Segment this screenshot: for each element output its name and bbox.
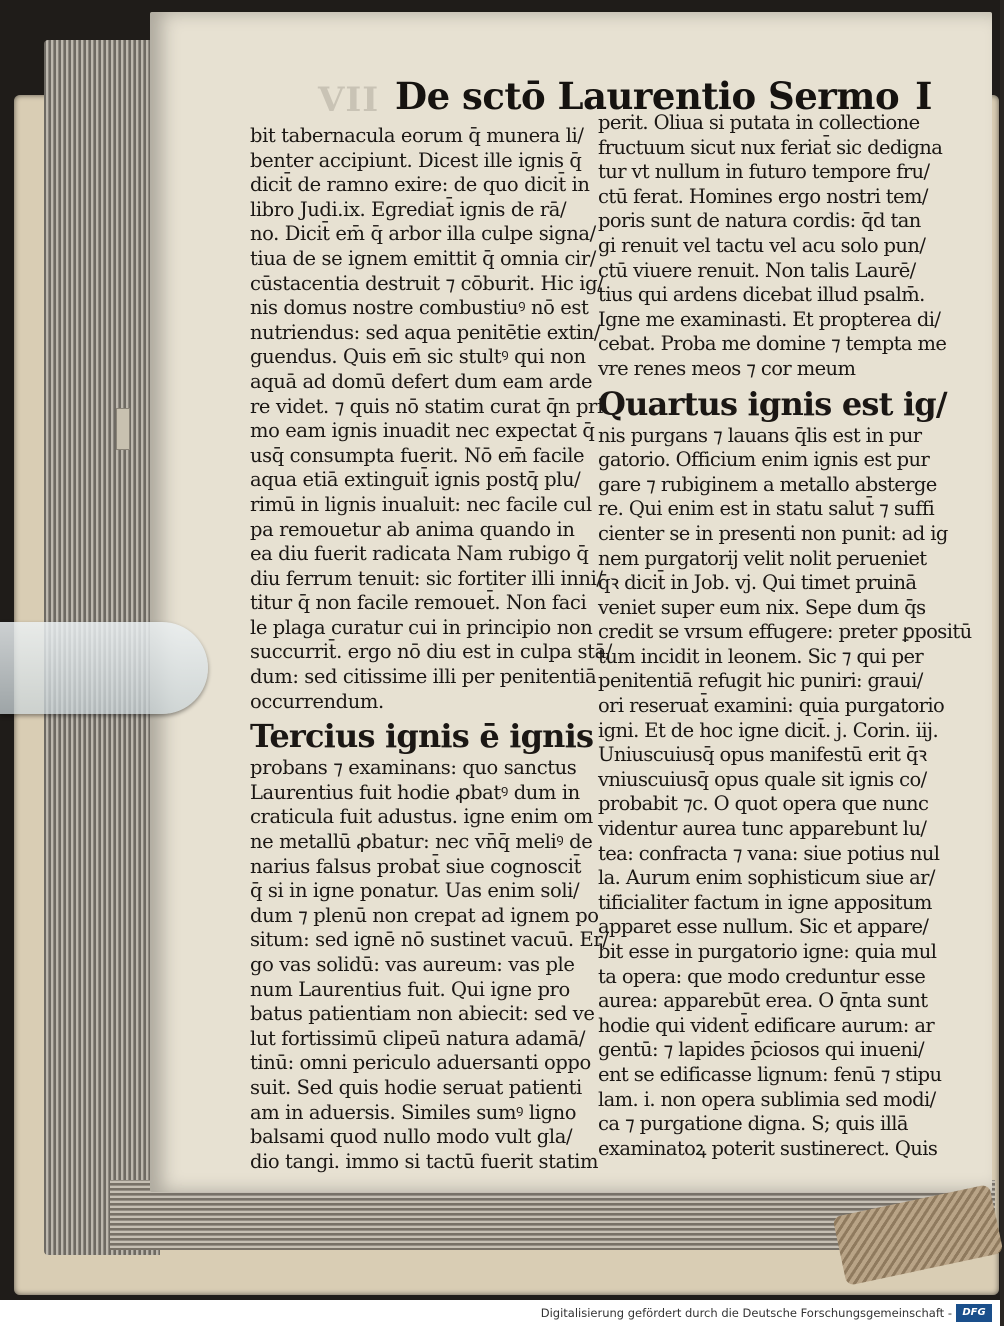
folio-number: I: [915, 74, 932, 118]
text-line: tum incidit in leonem. Sic ⁊ qui per: [598, 644, 924, 668]
text-line: gi renuit vel tactu vel acu solo pun/: [598, 233, 926, 257]
text-line: dicit̄ de ramno exire: de quo dicit̄ in: [250, 173, 590, 197]
text-line: batus patientiam non abiecit: sed ve: [250, 1002, 595, 1026]
text-line: balsami quod nullo modo vult gla/: [250, 1125, 573, 1149]
text-line: examinatoꝝ poterit sustinerect. Quis: [598, 1136, 938, 1160]
page-clip-holder: [0, 622, 208, 714]
text-line: re videt. ⁊ quis nō statim curat q̄n pri: [250, 394, 603, 418]
text-line: Laurentius fuit hodie ꝓbatꝰ dum in: [250, 780, 580, 804]
text-line: am in aduersis. Similes sumꝰ ligno: [250, 1100, 577, 1124]
text-line: nis domus nostre combustiuꝰ nō est: [250, 296, 589, 320]
right-column-text-top: [598, 111, 947, 382]
left-column: [250, 124, 612, 1174]
text-line: guendus. Quis em̄ sic stultꝰ qui non: [250, 345, 586, 369]
text-line: narius falsus probat̄ siue cognoscit̄: [250, 854, 582, 878]
text-line: dio tangi. immo si tactū fuerit statim: [250, 1149, 599, 1173]
text-line: tiua de se ignem emittit q̄ omnia cir/: [250, 246, 596, 270]
right-column-text-bottom: [598, 423, 972, 1162]
text-line: videntur aurea tunc apparebunt lu/: [598, 817, 927, 841]
text-line: vre renes meos ⁊ cor meum: [598, 356, 856, 380]
text-line: dum: sed citissime illi per penitentiā: [250, 665, 597, 689]
text-line: lut fortissimū clipeū natura adamā/: [250, 1026, 586, 1050]
page-marker-tab: [116, 408, 130, 450]
text-line: num Laurentius fuit. Qui igne pro: [250, 977, 570, 1001]
text-line: lam. i. non opera sublimia sed modi/: [598, 1087, 936, 1111]
text-line: tificialiter factum in igne appositum: [598, 890, 932, 914]
text-line: mo eam ignis inuadit nec expectat q̄: [250, 419, 595, 443]
text-line: bit esse in purgatorio igne: quia mul: [598, 940, 937, 963]
text-line: tius qui ardens dicebat illud psalm̄.: [598, 283, 925, 307]
text-line: usq̄ consumpta fuerit. Nō em̄ facile: [250, 443, 585, 467]
footer-bar: [0, 1300, 1000, 1326]
text-line: penitentiā refugit hic puniri: graui/: [598, 669, 923, 693]
text-line: hodie qui vident̄ edificare aurum: ar: [598, 1013, 935, 1037]
text-line: apparet esse nullum. Sic et appare/: [598, 915, 929, 939]
text-line: libro Judi.ix. Egrediat̄ ignis de rā/: [250, 197, 567, 221]
text-line: situm: sed ignē nō sustinet vacuū. Er/: [250, 928, 609, 952]
text-line: ne metallū ꝓbatur: nec vn̄q̄ meliꝰ de: [250, 830, 593, 854]
text-line: ctū viuere renuit. Non talis Laurē/: [598, 258, 916, 282]
text-line: pa remouetur ab anima quando in: [250, 517, 575, 541]
text-line: veniet super eum nix. Sepe dum q̄s: [598, 595, 926, 619]
text-line: nis purgans ⁊ lauans q̄lis est in pur: [598, 423, 922, 447]
text-line: poris sunt de natura cordis: q̄d tan: [598, 209, 921, 233]
running-head-title: De sctō Laurentio Sermo: [395, 74, 900, 118]
text-line: Uniuscuiusq̄ opus manifestū erit q̄ꝛ: [598, 743, 927, 767]
section-heading-quartus: Quartus ignis est ig/: [598, 384, 947, 423]
text-line: ori reseruat̄ examini: quia purgatorio: [598, 694, 945, 718]
text-line: aqua etiā extinguit̄ ignis postq̄ plu/: [250, 468, 581, 492]
text-line: la. Aurum enim sophisticum siue ar/: [598, 866, 935, 890]
text-line: bit tabernacula eorum q̄ munera li/: [250, 124, 584, 147]
funding-credit: Digitalisierung gefördert durch die Deutsche Forschungsgemeinschaft -: [540, 1306, 952, 1320]
text-line: ctū ferat. Homines ergo nostri tem/: [598, 184, 928, 208]
text-line: diu ferrum tenuit: sic fortiter illi inni/: [250, 566, 603, 590]
text-line: suit. Sed quis hodie seruat patienti: [250, 1075, 582, 1099]
text-line: cūstacentia destruit ⁊ cōburit. Hic ig/: [250, 271, 604, 295]
text-line: ta opera: que modo creduntur esse: [598, 964, 926, 988]
text-line: tur vt nullum in futuro tempore fru/: [598, 160, 930, 184]
right-column: [598, 111, 972, 1161]
text-line: nutriendus: sed aqua penitētie extin/: [250, 320, 601, 344]
text-line: aquā ad domū defert dum eam arde: [250, 369, 593, 393]
text-line: q̄ si in igne ponatur. Uas enim soli/: [250, 879, 580, 903]
text-line: cienter se in presenti non punit: ad ig: [598, 521, 948, 545]
text-line: titur q̄ non facile remouet̄. Non faci: [250, 591, 587, 615]
text-line: probabit ⁊c. O quot opera que nunc: [598, 792, 929, 816]
text-line: benter accipiunt. Dicest ille ignis q̄: [250, 148, 582, 172]
text-line: craticula fuit adustus. igne enim om: [250, 805, 593, 829]
text-line: tea: confracta ⁊ vana: siue potius nul: [598, 841, 940, 865]
text-line: gare ⁊ rubiginem a metallo absterge: [598, 472, 937, 496]
text-line: succurrit̄. ergo nō diu est in culpa stā/: [250, 640, 612, 664]
text-line: perit. Oliua si putata in collectione: [598, 111, 920, 134]
text-line: re. Qui enim est in statu salut̄ ⁊ suffi: [598, 497, 935, 521]
text-line: Igne me examinasti. Et propterea di/: [598, 307, 941, 331]
text-line: ca ⁊ purgatione digna. S; quis illā: [598, 1112, 908, 1136]
text-line: go vas solidū: vas aureum: vas ple: [250, 953, 575, 976]
text-line: probans ⁊ examinans: quo sanctus: [250, 756, 577, 780]
text-line: fructuum sicut nux feriat̄ sic dedigna: [598, 135, 943, 159]
text-line: cebat. Proba me domine ⁊ tempta me: [598, 332, 947, 356]
text-line: gentū: ⁊ lapides p̄ciosos qui inueni/: [598, 1038, 924, 1062]
text-line: ent se edificasse lignum: fenū ⁊ stipu: [598, 1062, 942, 1086]
text-line: vniuscuiusq̄ opus quale sit ignis co/: [598, 767, 927, 791]
text-line: nem purgatorij velit nolit perueniet: [598, 546, 927, 570]
text-line: gatorio. Officium enim ignis est pur: [598, 448, 930, 472]
left-column-text-top: [250, 124, 612, 714]
text-line: occurrendum.: [250, 689, 384, 713]
text-line: no. Dicit̄ em̄ q̄ arbor illa culpe signa/: [250, 222, 596, 246]
show-through-text: VII: [318, 80, 380, 120]
text-line: tinū: omni periculo aduersanti oppo: [250, 1051, 591, 1075]
section-heading-tercius: Tercius ignis ē ignis: [250, 717, 594, 756]
text-line: rimū in lignis inualuit: nec facile cul: [250, 492, 592, 516]
text-line: dum ⁊ plenū non crepat ad ignem po: [250, 903, 599, 927]
text-line: ea diu fuerit radicata Nam rubigo q̄: [250, 542, 589, 566]
text-line: igni. Et de hoc igne dicit̄. j. Corin. iij.: [598, 718, 939, 742]
text-line: q̄ꝛ dicit̄ in Job. vj. Qui timet pruinā: [598, 571, 917, 595]
left-column-text-bottom: [250, 756, 609, 1174]
dfg-logo-icon: DFG: [956, 1304, 992, 1322]
text-line: le plaga curatur cui in principio non: [250, 615, 593, 639]
text-line: credit se vrsum effugere: preter ꝑpositū: [598, 620, 972, 644]
text-line: aurea: apparebūt erea. O q̄nta sunt: [598, 989, 928, 1013]
